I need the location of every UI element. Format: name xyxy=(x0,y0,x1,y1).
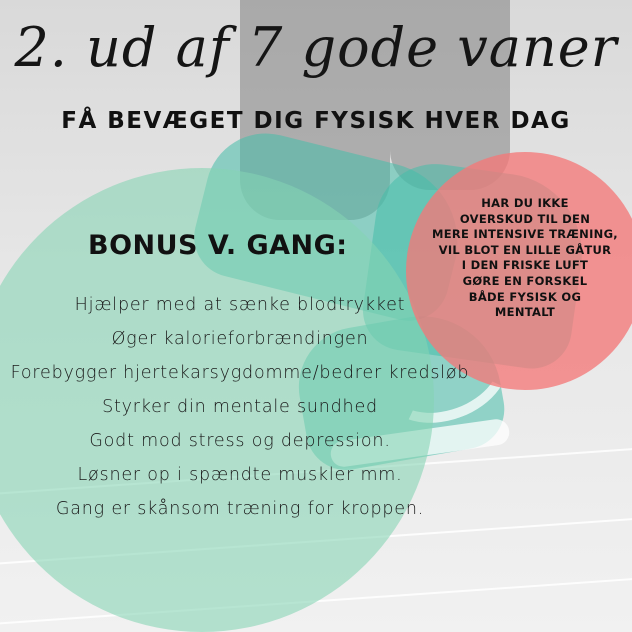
benefit-item: Øger kalorieforbrændingen xyxy=(111,329,369,349)
benefit-item: Gang er skånsom træning for kroppen. xyxy=(55,499,425,519)
callout-line: MERE INTENSIVE TRÆNING, xyxy=(432,227,618,242)
benefit-item: Forebygger hjertekarsygdomme/bedrer kredsløb xyxy=(10,363,470,383)
benefit-item: Hjælper med at sænke blodtrykket xyxy=(74,295,406,315)
callout-line: VIL BLOT EN LILLE GÅTUR xyxy=(438,242,612,257)
callout-line: BÅDE FYSISK OG xyxy=(468,289,582,304)
callout-line: I DEN FRISKE LUFT xyxy=(461,258,589,273)
benefit-item: Styrker din mentale sundhed xyxy=(102,397,378,417)
benefit-item: Godt mod stress og depression. xyxy=(89,431,391,451)
callout-line: OVERSKUD TIL DEN xyxy=(459,211,591,226)
callout-line: MENTALT xyxy=(494,305,556,320)
page-title: 2. ud af 7 gode vaner xyxy=(14,16,618,79)
page-subtitle: FÅ BEVÆGET DIG FYSISK HVER DAG xyxy=(61,108,571,134)
callout-line: HAR DU IKKE xyxy=(481,196,569,210)
bonus-heading: BONUS V. GANG: xyxy=(88,230,348,261)
benefits-list xyxy=(0,288,490,526)
callout-line: GØRE EN FORSKEL xyxy=(462,273,588,288)
callout-text xyxy=(414,196,632,321)
benefit-item: Løsner op i spændte muskler mm. xyxy=(77,465,403,485)
